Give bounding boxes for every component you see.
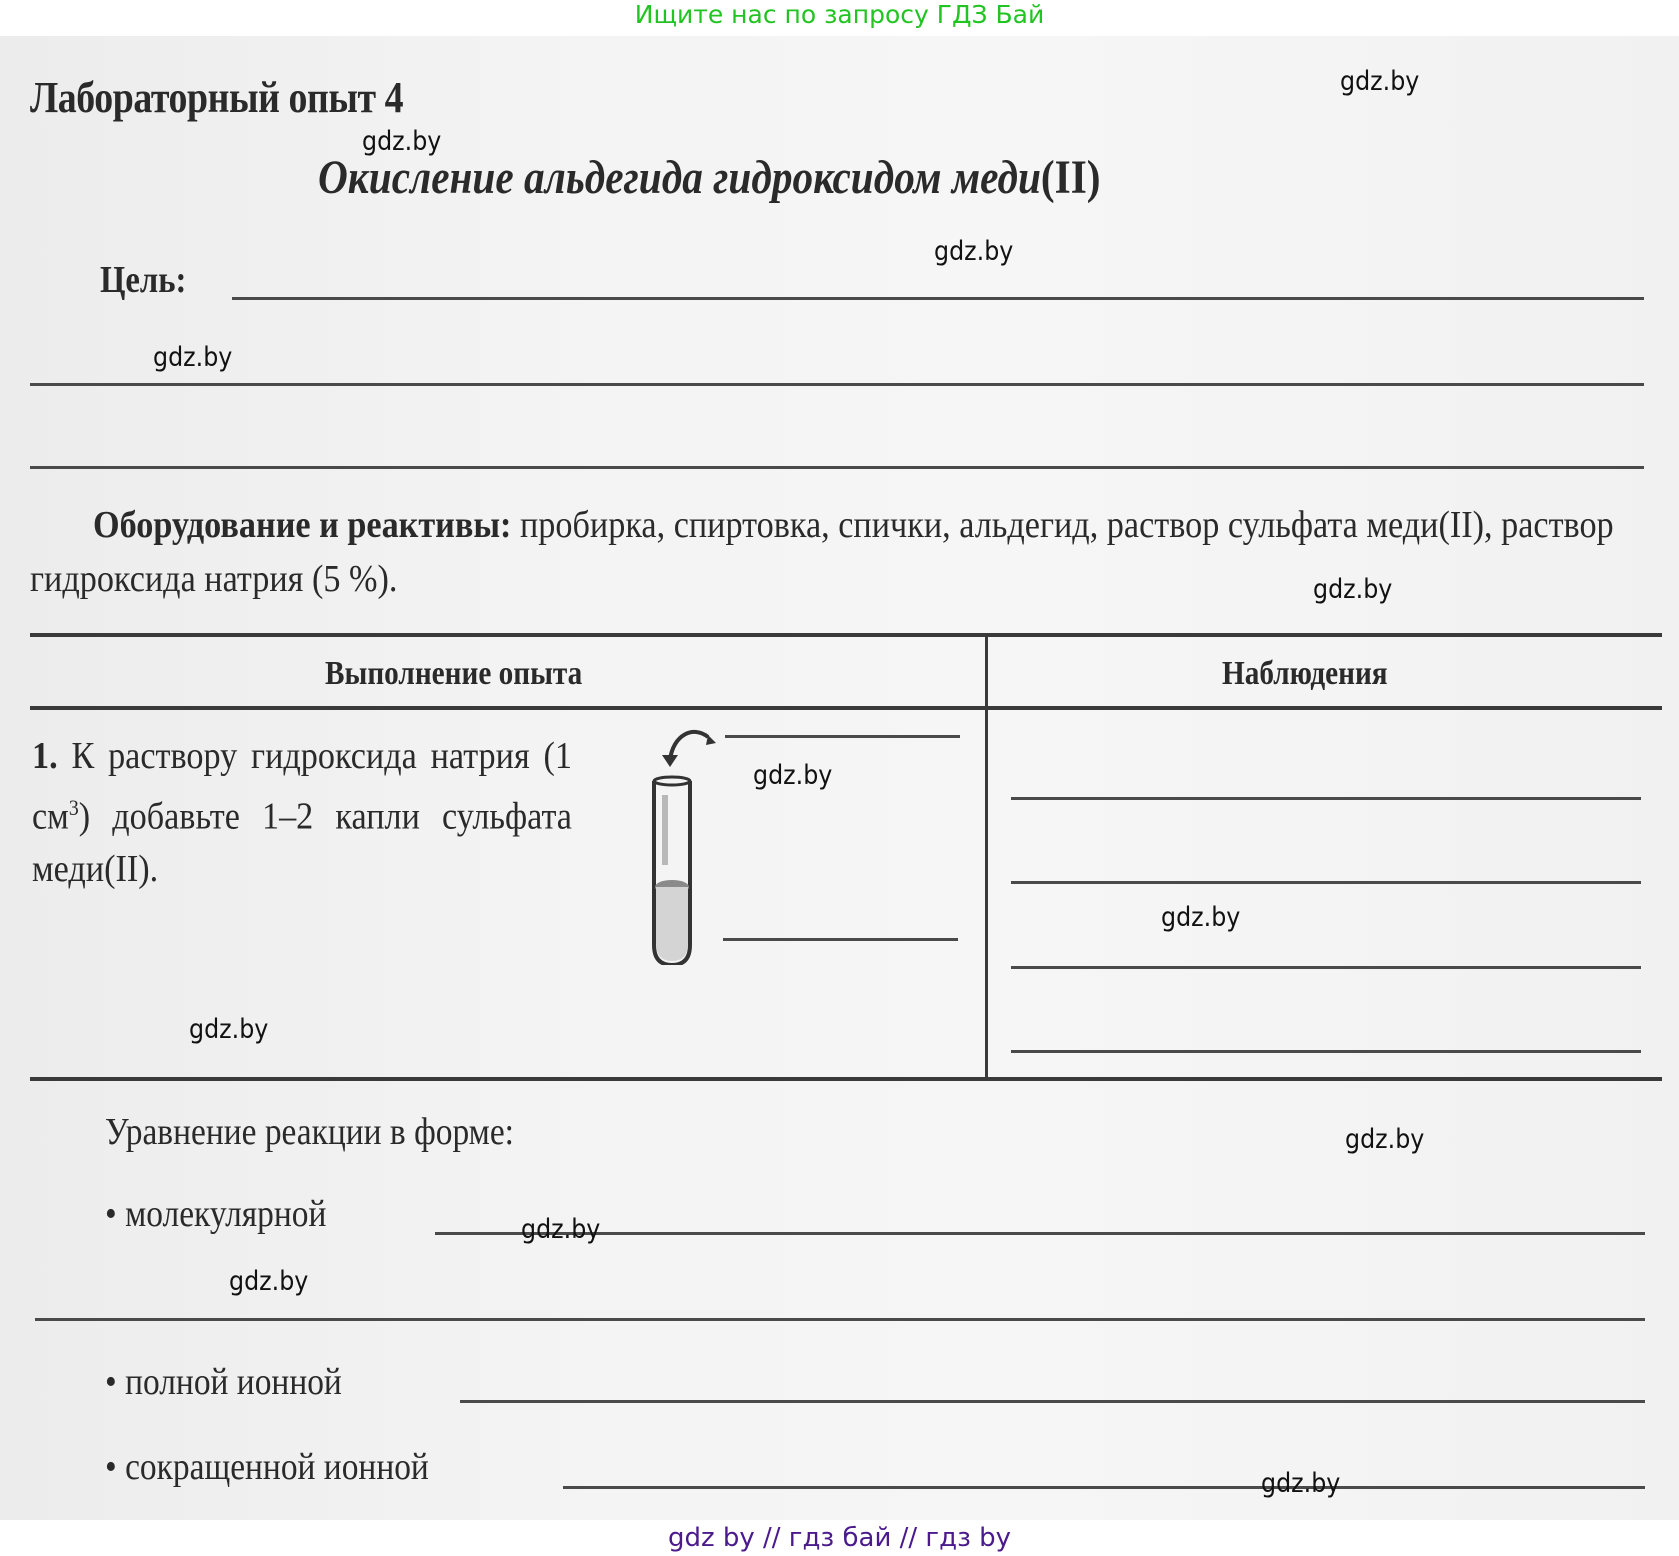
observation-line-3[interactable] — [1011, 966, 1641, 969]
step-text: К раствору гидроксида натрия (1 см — [32, 735, 572, 838]
step-number: 1. — [32, 735, 58, 777]
watermark: gdz.by — [1345, 1124, 1425, 1155]
bottom-banner[interactable]: gdz by // гдз бай // гдз by — [0, 1520, 1679, 1556]
top-banner[interactable]: Ищите нас по запросу ГДЗ Бай — [0, 0, 1679, 36]
net-ionic-equation-line[interactable] — [563, 1486, 1645, 1489]
watermark: gdz.by — [153, 342, 233, 373]
table-top-border — [30, 633, 1662, 637]
equation-form-molecular — [105, 1192, 326, 1236]
equipment-label: Оборудование и реактивы: — [93, 504, 512, 546]
goal-answer-line-3[interactable] — [30, 466, 1644, 469]
equation-form-net-ionic — [105, 1445, 429, 1489]
bullet-icon: • — [105, 1193, 117, 1235]
molecular-equation-line-1[interactable] — [435, 1232, 1645, 1235]
lab-title: Лабораторный опыт 4 — [30, 73, 404, 122]
equation-form-full-ionic — [105, 1360, 342, 1404]
watermark: gdz.by — [934, 236, 1014, 267]
experiment-subtitle — [318, 150, 1101, 205]
equipment-text: пробирка, спиртовка, спички, альдегид, раствор сульфата меди(II), раствор гидроксида натрия (5 %). — [30, 504, 1614, 600]
subtitle-text: Окисление альдегида гидроксидом меди — [318, 151, 1041, 204]
equation-form-label: молекулярной — [125, 1193, 327, 1235]
goal-label: Цель: — [100, 259, 187, 301]
watermark: gdz.by — [521, 1214, 601, 1245]
column-header-procedure: Выполнение опыта — [325, 655, 583, 692]
table-header-border — [30, 706, 1662, 710]
test-tube-illustration-icon — [648, 725, 728, 965]
goal-answer-line-1[interactable] — [232, 297, 1644, 300]
step-1-instructions — [32, 730, 572, 895]
watermark: gdz.by — [362, 126, 442, 157]
equation-heading: Уравнение реакции в форме: — [105, 1111, 514, 1153]
equation-form-label: полной ионной — [125, 1361, 342, 1403]
molecular-equation-line-2[interactable] — [35, 1318, 1645, 1321]
watermark: gdz.by — [229, 1266, 309, 1297]
procedure-answer-line-1[interactable] — [725, 735, 960, 738]
observation-line-2[interactable] — [1011, 881, 1641, 884]
watermark: gdz.by — [1161, 902, 1241, 933]
watermark: gdz.by — [189, 1014, 269, 1045]
observation-line-1[interactable] — [1011, 797, 1641, 800]
column-header-observations: Наблюдения — [1222, 655, 1388, 692]
full-ionic-equation-line[interactable] — [460, 1400, 1645, 1403]
table-column-divider — [985, 633, 988, 1080]
bullet-icon: • — [105, 1446, 117, 1488]
table-bottom-border — [30, 1077, 1662, 1081]
observation-line-4[interactable] — [1011, 1050, 1641, 1053]
watermark: gdz.by — [1261, 1468, 1341, 1499]
equation-form-label: сокращенной ионной — [125, 1446, 429, 1488]
watermark: gdz.by — [1313, 574, 1393, 605]
watermark: gdz.by — [753, 760, 833, 791]
bullet-icon: • — [105, 1361, 117, 1403]
goal-answer-line-2[interactable] — [30, 383, 1644, 386]
watermark: gdz.by — [1340, 66, 1420, 97]
step-superscript: 3 — [68, 795, 79, 820]
procedure-answer-line-2[interactable] — [723, 938, 958, 941]
subtitle-suffix: (II) — [1040, 151, 1101, 204]
step-text-cont: ) добавьте 1–2 капли сульфата меди(II). — [32, 795, 573, 890]
equipment-paragraph — [30, 498, 1641, 606]
